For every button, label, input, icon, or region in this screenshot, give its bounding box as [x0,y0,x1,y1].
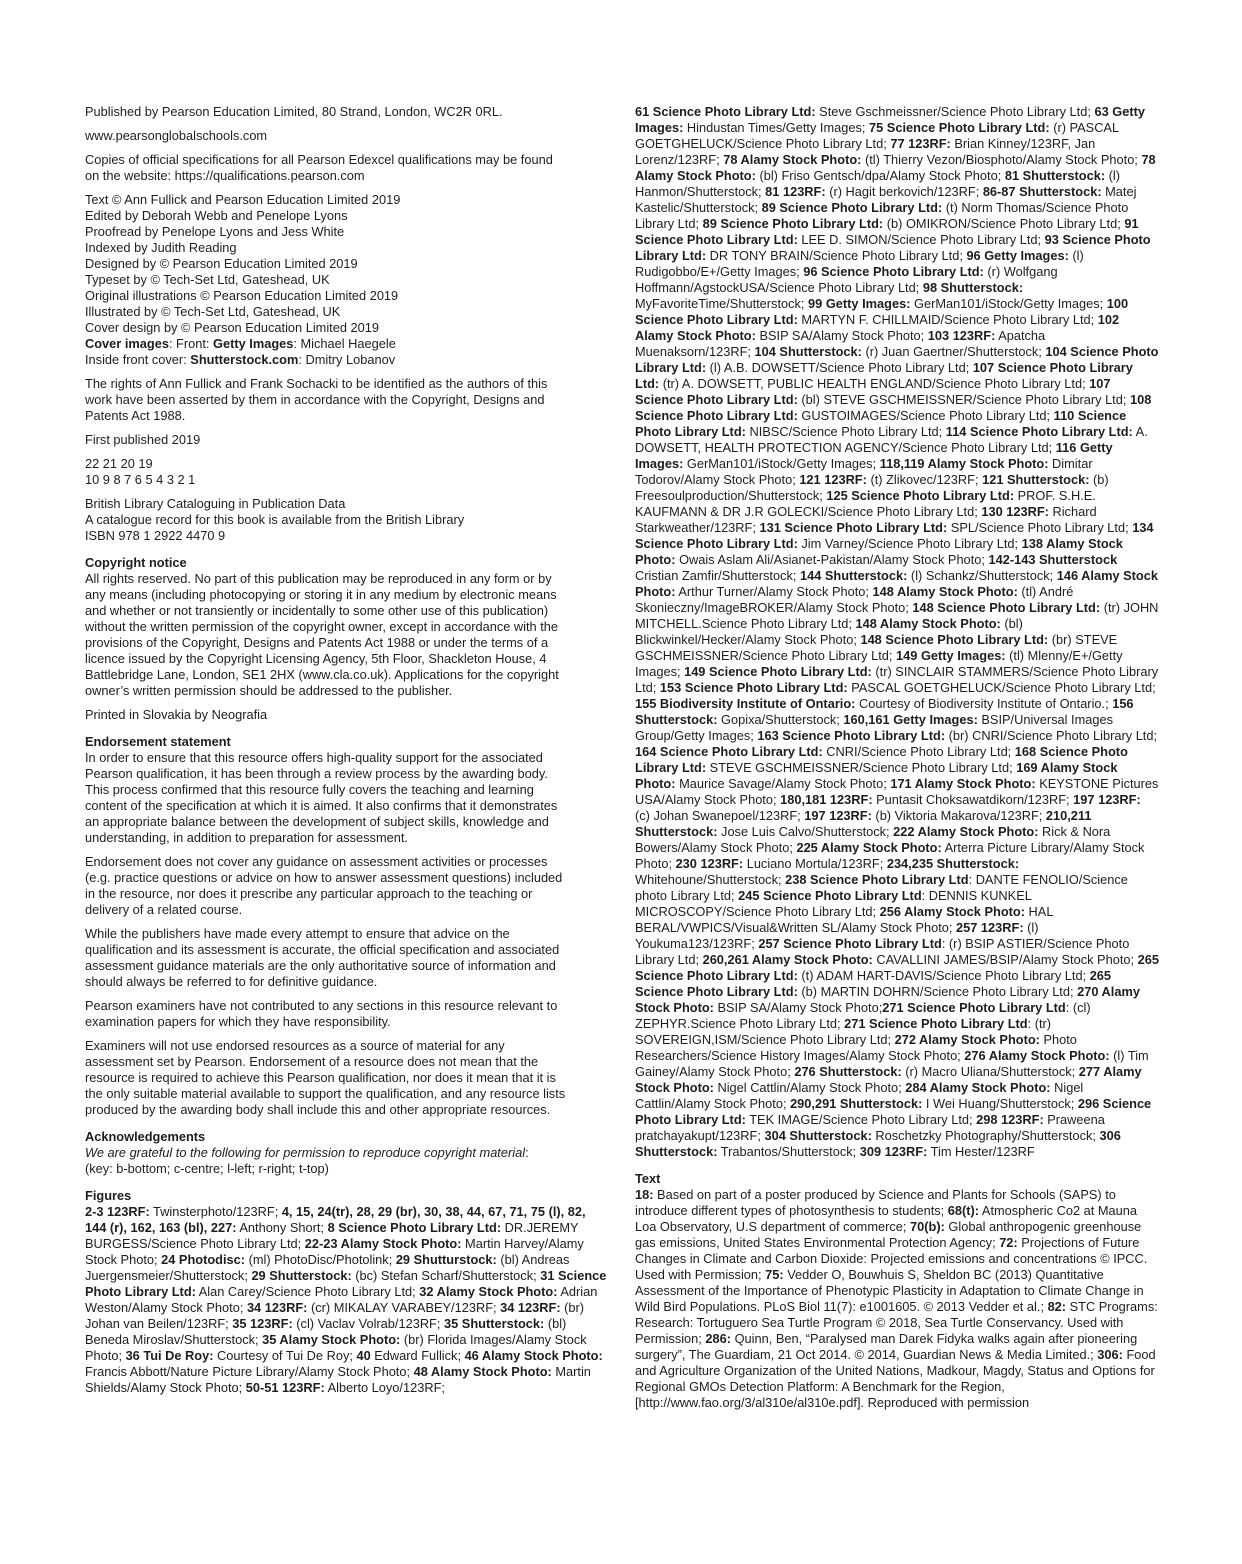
credit-entry: 103 123RF: Apatcha Muenaksorn/123RF; [635,328,1046,359]
credit-entry: 271 Science Photo Library Ltd: (cl) ZEPHYR.Science Photo Library Ltd; [635,1000,1091,1031]
credit-entry: 22-23 Alamy Stock Photo: Martin Harvey/Alamy Stock Photo; [85,1236,584,1267]
endorsement-paragraph: Pearson examiners have not contributed to any sections in this resource relevant to examination papers for which they have responsibility. [85,998,558,1029]
credit-entry: 110 Science Photo Library Ltd: NIBSC/Science Photo Library Ltd; [635,408,1127,439]
credit-entry: 8 Science Photo Library Ltd: DR.JEREMY BURGESS/Science Photo Library Ltd; [85,1220,579,1251]
credit-entry: 148 Science Photo Library Ltd: (tr) JOHN MITCHELL.Science Photo Library Ltd; [635,600,1159,631]
credit-entry: 296 Science Photo Library Ltd: TEK IMAGE/Science Photo Library Ltd; [635,1096,1152,1127]
credit-entry: 304 Shutterstock: Roschetzky Photography/Shutterstock; [764,1128,1100,1143]
credit-entry: 306: Food and Agriculture Organization of the United Nations, Madkour, Magdy, Status and Options for Regional GMOs Detection Platform: A Benchmark for the Region, [http://www.fao.org/3/al310e/al310e.pdf]. Reproduced with permission [635,1347,1156,1410]
credit-entry: 142-143 Shutterstock Cristian Zamfir/Shutterstock; [635,552,1118,583]
copyright-heading: Copyright notice [85,555,187,570]
credit-entry: 290,291 Shutterstock: I Wei Huang/Shutterstock; [790,1096,1078,1111]
author-rights: The rights of Ann Fullick and Frank Sochacki to be identified as the authors of this work have been asserted by them in accordance with the Copyright, Designs and Patents Act 1988. [85,376,548,423]
credit-line: Proofread by Penelope Lyons and Jess White [85,224,345,239]
endorsement-heading: Endorsement statement [85,734,231,749]
credit-entry: 68(t): Atmospheric Co2 at Mauna Loa Observatory, U.S department of commerce; [635,1203,1137,1234]
credit-entry: 149 Science Photo Library Ltd: (tr) SINCLAIR STAMMERS/Science Photo Library Ltd; [635,664,1159,695]
website-link[interactable]: www.pearsonglobalschools.com [85,128,268,143]
credit-entry: 130 123RF: Richard Starkweather/123RF; [635,504,1097,535]
credit-entry: 222 Alamy Stock Photo: Rick & Nora Bowers/Alamy Stock Photo; [635,824,1111,855]
credit-entry: 75 Science Photo Library Ltd: (r) PASCAL GOETGHELUCK/Science Photo Library Ltd; [635,120,1119,151]
credit-entry: 298 123RF: Praweena pratchayakupt/123RF; [635,1112,1105,1143]
credit-entry: 29 Shutturstock: (bl) Andreas Juergensmeier/Shutterstock; [85,1252,570,1283]
credit-entry: 4, 15, 24(tr), 28, 29 (br), 30, 38, 44, 67, 71, 75 (l), 82, 144 (r), 162, 163 (bl), 227: Anthony Short; [85,1204,586,1235]
credit-entry: 121 123RF: (t) Zlikovec/123RF; [799,472,983,487]
printed-in: Printed in Slovakia by Neografia [85,707,268,722]
credit-entry: 160,161 Getty Images: BSIP/Universal Images Group/Getty Images; [635,712,1113,743]
credit-entry: 91 Science Photo Library Ltd: LEE D. SIMON/Science Photo Library Ltd; [635,216,1139,247]
credit-entry: 245 Science Photo Library Ltd: DENNIS KUNKEL MICROSCOPY/Science Photo Library Ltd; [635,888,1032,919]
credit-entry: 171 Alamy Stock Photo: KEYSTONE Pictures USA/Alamy Stock Photo; [635,776,1159,807]
right-column [635,104,1159,1411]
credit-entry: 125 Science Photo Library Ltd: PROF. S.H.E. KAUFMANN & DR J.R GOLECKI/Science Photo Library Ltd; [635,488,1096,519]
credit-entry: 257 123RF: (l) Youkuma123/123RF; [635,920,1039,951]
credit-entry: 89 Science Photo Library Ltd: (t) Norm Thomas/Science Photo Library Ltd; [635,200,1129,231]
credit-entry: 35 Shutterstock: (bl) Beneda Miroslav/Shutterstock; [85,1316,567,1347]
credit-entry: 155 Biodiversity Institute of Ontario: Courtesy of Biodiversity Institute of Ontario.; [635,696,1113,711]
credit-entry: 78 Alamy Stock Photo: (bl) Friso Gentsch/dpa/Alamy Stock Photo; [635,152,1156,183]
credit-entry: 163 Science Photo Library Ltd: (br) CNRI/Science Photo Library Ltd; [757,728,1158,743]
credit-entry: 32 Alamy Stock Photo: Adrian Weston/Alamy Stock Photo; [85,1284,598,1315]
credit-entry: 169 Alamy Stock Photo: Maurice Savage/Alamy Stock Photo; [635,760,1118,791]
endorsement-paragraph: In order to ensure that this resource offers high-quality support for the associated Pearson qualification, it has been through a review process by the awarding body. This process confirmed that this resource fully covers the teaching and learning content of the specification at which it is aimed. It also confirms that it demonstrates an appropriate balance between the development of subject skills, knowledge and understanding, in addition to preparation for assessment. [85,750,558,845]
credit-line: Original illustrations © Pearson Education Limited 2019 [85,288,399,303]
credit-entry: 46 Alamy Stock Photo: Francis Abbott/Nature Picture Library/Alamy Stock Photo; [85,1348,603,1379]
credit-entry: 107 Science Photo Library Ltd: (bl) STEVE GSCHMEISSNER/Science Photo Library Ltd; [635,376,1130,407]
figures-heading: Figures [85,1188,132,1203]
credit-entry: 180,181 123RF: Puntasit Choksawatdikorn/123RF; [780,792,1074,807]
credit-entry: 164 Science Photo Library Ltd: CNRI/Science Photo Library Ltd; [635,744,1015,759]
credit-entry: 104 Shutterstock: (r) Juan Gaertner/Shutterstock; [754,344,1046,359]
credit-entry: 265 Science Photo Library Ltd: (b) MARTIN DOHRN/Science Photo Library Ltd; [635,968,1112,999]
credit-entry: 144 Shutterstock: (l) Schankz/Shutterstock; [799,568,1057,583]
left-column [85,104,607,1396]
credit-entry: 225 Alamy Stock Photo: Arterra Picture Library/Alamy Stock Photo; [635,840,1145,871]
credit-entry: 121 Shutterstock: (b) Freesoulproduction/Shutterstock; [635,472,1109,503]
credit-entry: 272 Alamy Stock Photo: Photo Researchers/Science History Images/Alamy Stock Photo; [635,1032,1077,1063]
credit-line: Edited by Deborah Webb and Penelope Lyons [85,208,348,223]
acknowledgements-heading: Acknowledgements [85,1129,206,1144]
credit-entry: 2-3 123RF: Twinsterphoto/123RF; [85,1204,282,1219]
credit-entry: 116 Getty Images: GerMan101/iStock/Getty Images; [635,440,1113,471]
credit-entry: 61 Science Photo Library Ltd: Steve Gschmeissner/Science Photo Library Ltd; [635,104,1095,119]
credit-entry: 72: Projections of Future Changes in Climate and Carbon Dioxide: Projected emissions and concentrations © IPCC. Used with Permission; [635,1235,1148,1282]
first-published: First published 2019 [85,432,201,447]
credit-entry: 99 Getty Images: GerMan101/iStock/Getty Images; [808,296,1107,311]
cataloguing-data: British Library Cataloguing in Publication Data A catalogue record for this book is available from the British Library ISBN 978 1 2922 4470 9 [85,496,607,544]
credit-entry: 77 123RF: Brian Kinney/123RF, Jan Lorenz/123RF; [635,136,1096,167]
figure-credits-right [635,104,1159,1160]
credit-entry: 118,119 Alamy Stock Photo: Dimitar Todorov/Alamy Stock Photo; [635,456,1093,487]
print-line: 22 21 20 19 10 9 8 7 6 5 4 3 2 1 [85,456,196,487]
credit-entry: 238 Science Photo Library Ltd: DANTE FENOLIO/Science photo Library Ltd; [635,872,1128,903]
credit-entry: 107 Science Photo Library Ltd: (tr) A. DOWSETT, PUBLIC HEALTH ENGLAND/Science Photo Library Ltd; [635,360,1133,391]
credit-entry: 146 Alamy Stock Photo: Arthur Turner/Alamy Stock Photo; [635,568,1158,599]
credit-line: Designed by © Pearson Education Limited 2019 [85,256,358,271]
credit-entry: 270 Alamy Stock Photo: BSIP SA/Alamy Stock Photo; [635,984,1140,1015]
credit-entry: 96 Science Photo Library Ltd: (r) Wolfgang Hoffmann/AgstockUSA/Science Photo Library Ltd; [635,264,1058,295]
cover-images-line: Cover images: Front: Getty Images: Michael Haegele [85,336,396,351]
credit-entry: 96 Getty Images: (l) Rudigobbo/E+/Getty Images; [635,248,1084,279]
credit-entry: 89 Science Photo Library Ltd: (b) OMIKRON/Science Photo Library Ltd; [702,216,1125,231]
endorsement-paragraph: While the publishers have made every attempt to ensure that advice on the qualification and its assessment is accurate, the official specification and associated assessment guidance materials are the only authoritative source of information and should always be referred to for definitive guidance. [85,926,560,989]
text-credits [635,1187,1159,1411]
credit-entry: 34 123RF: (cr) MIKALAY VARABEY/123RF; [246,1300,501,1315]
credit-entry: 148 Alamy Stock Photo: (tl) André Skonieczny/ImageBROKER/Alamy Stock Photo; [635,584,1074,615]
credit-entry: 284 Alamy Stock Photo: Nigel Cattlin/Alamy Stock Photo; [635,1080,1084,1111]
credit-entry: 31 Science Photo Library Ltd: Alan Carey/Science Photo Library Ltd; [85,1268,607,1299]
credit-entry: 257 Science Photo Library Ltd: (r) BSIP ASTIER/Science Photo Library Ltd; [635,936,1130,967]
figure-credits-left [85,1204,607,1396]
credit-entry: 286: Quinn, Ben, “Paralysed man Darek Fidyka walks again after pioneering surgery”, The Guardiam, 21 Oct 2014. © 2014, Guardian News & Media Limited.; [635,1331,1138,1362]
credit-entry: 131 Science Photo Library Ltd: SPL/Science Photo Library Ltd; [759,520,1133,535]
credit-entry: 276 Shutterstock: (r) Macro Uliana/Shutterstock; [794,1064,1079,1079]
credit-entry: 82: STC Programs: Research: Tortuguero Sea Turtle Program © 2018, Sea Turtle Conservancy. Used with Permission; [635,1299,1158,1346]
endorsement-paragraph: Examiners will not use endorsed resources as a source of material for any assessment set by Pearson. Endorsement of a resource does not mean that the resource is required to achieve this Pearson qualification, nor does it mean that it is the only suitable material available to support the qualification, and any resource lists produced by the awarding body shall include this and other appropriate resources. [85,1038,566,1117]
credit-entry: 114 Science Photo Library Ltd: A. DOWSETT, HEALTH PROTECTION AGENCY/Science Photo Library Ltd; [635,424,1148,455]
credit-entry: 230 123RF: Luciano Mortula/123RF; [675,856,887,871]
credit-entry: 98 Shutterstock: MyFavoriteTime/Shutterstock; [635,280,1024,311]
credit-entry: 48 Alamy Stock Photo: Martin Shields/Alamy Stock Photo; [85,1364,591,1395]
endorsement-paragraph: Endorsement does not cover any guidance on assessment activities or processes (e.g. practice questions or advice on how to answer assessment questions) included in the resource, nor does it prescribe any particular approach to the teaching or delivery of a related course. [85,854,563,917]
credit-entry: 276 Alamy Stock Photo: (l) Tim Gainey/Alamy Stock Photo; [635,1048,1149,1079]
credit-line: Typeset by © Tech-Set Ltd, Gateshead, UK [85,272,330,287]
copyright-notice: All rights reserved. No part of this publication may be reproduced in any form or by any means (including photocopying or storing it in any medium by electronic means and whether or not transiently or incidentally to some other use of this publication) without the written permission of the copyright owner, except in accordance with the provisions of the Copyright, Designs and Patents Act 1988 or under the terms of a licence issued by the Copyright Licensing Agency, 5th Floor, Shackleton House, 4 Battlebridge Lane, London, SE1 2HX (www.cla.co.uk). Applications for the copyright owner’s written permission should be addressed to the publisher. [85,571,559,698]
credit-line: Indexed by Judith Reading [85,240,237,255]
text-heading: Text [635,1171,661,1186]
credit-line: Cover design by © Pearson Education Limited 2019 [85,320,379,335]
credit-entry: 70(b): Global anthropogenic greenhouse gas emissions, United States Environmental Protection Agency; [635,1219,1142,1250]
credit-entry: 75: Vedder O, Bouwhuis S, Sheldon BC (2013) Quantitative Assessment of the Importance of Phenotypic Plasticity in Adaptation to Climate Change in Wild Bird Populations. PLoS Biol 11(7): e1001605. © 2013 Vedder et al.; [635,1267,1144,1314]
credit-line: Illustrated by © Tech-Set Ltd, Gateshead, UK [85,304,341,319]
credit-entry: 100 Science Photo Library Ltd: MARTYN F. CHILLMAID/Science Photo Library Ltd; [635,296,1129,327]
credit-entry: 197 123RF: (c) Johan Swanepoel/123RF; [635,792,1141,823]
credit-entry: 34 123RF: (br) Johan van Beilen/123RF; [85,1300,585,1331]
credit-entry: 271 Science Photo Library Ltd: (tr) SOVEREIGN,ISM/Science Photo Library Ltd; [635,1016,1052,1047]
credit-entry: 18: Based on part of a poster produced by Science and Plants for Schools (SAPS) to introduce different types of photosynthesis to students; [635,1187,1116,1218]
credit-entry: 93 Science Photo Library Ltd: DR TONY BRAIN/Science Photo Library Ltd; [635,232,1151,263]
credit-entry: 35 123RF: (cl) Vaclav Volrab/123RF; [232,1316,444,1331]
credit-entry: 50-51 123RF: Alberto Loyo/123RF; [245,1380,445,1395]
credit-entry: 210,211 Shutterstock: Jose Luis Calvo/Shutterstock; [635,808,1092,839]
credit-entry: 168 Science Photo Library Ltd: STEVE GSCHMEISSNER/Science Photo Library Ltd; [635,744,1128,775]
credit-entry: 156 Shutterstock: Gopixa/Shutterstock; [635,696,1134,727]
credit-entry: 29 Shutterstock: (bc) Stefan Scharf/Shutterstock; [251,1268,541,1283]
inside-cover-line: Inside front cover: Shutterstock.com: Dmitry Lobanov [85,352,396,367]
credit-entry: 35 Alamy Stock Photo: (br) Florida Images/Alamy Stock Photo; [85,1332,587,1363]
credit-entry: 102 Alamy Stock Photo: BSIP SA/Alamy Stock Photo; [635,312,1120,343]
specs-notice: Copies of official specifications for all Pearson Edexcel qualifications may be found on the website: https://qualifications.pearson.com [85,152,553,183]
credit-entry: 134 Science Photo Library Ltd: Jim Varney/Science Photo Library Ltd; [635,520,1154,551]
credit-entry: 149 Getty Images: (tl) Mlenny/E+/Getty Images; [635,648,1123,679]
publisher-line: Published by Pearson Education Limited, 80 Strand, London, WC2R 0RL. [85,104,503,119]
production-credits [85,192,607,368]
credit-entry: 108 Science Photo Library Ltd: GUSTOIMAGES/Science Photo Library Ltd; [635,392,1152,423]
acknowledgements-intro: We are grateful to the following for permission to reproduce copyright material: (key: b-bottom; c-centre; l-left; r-right; t-top) [85,1145,607,1177]
credit-line: Text © Ann Fullick and Pearson Education Limited 2019 [85,192,401,207]
credit-entry: 81 Shutterstock: (l) Hanmon/Shutterstock; [635,168,1121,199]
credit-entry: 256 Alamy Stock Photo: HAL BERAL/VWPICS/Visual&Written SL/Alamy Stock Photo; [635,904,1053,935]
credit-entry: 234,235 Shutterstock: Whitehoune/Shutterstock; [635,856,1020,887]
credit-entry: 24 Photodisc: (ml) PhotoDisc/Photolink; [161,1252,396,1267]
position-key: (key: b-bottom; c-centre; l-left; r-right; t-top) [85,1161,329,1176]
credit-entry: 260,261 Alamy Stock Photo: CAVALLINI JAMES/BSIP/Alamy Stock Photo; [702,952,1138,967]
credit-entry: 36 Tui De Roy: Courtesy of Tui De Roy; [125,1348,357,1363]
credit-entry: 86-87 Shutterstock: Matej Kastelic/Shutterstock; [635,184,1137,215]
credit-entry: 265 Science Photo Library Ltd: (t) ADAM HART-DAVIS/Science Photo Library Ltd; [635,952,1159,983]
credit-entry: 197 123RF: (b) Viktoria Makarova/123RF; [804,808,1046,823]
credit-entry: 148 Alamy Stock Photo: (bl) Blickwinkel/Hecker/Alamy Stock Photo; [635,616,1023,647]
credit-entry: 277 Alamy Stock Photo: Nigel Cattlin/Alamy Stock Photo; [635,1064,1142,1095]
credit-entry: 153 Science Photo Library Ltd: PASCAL GOETGHELUCK/Science Photo Library Ltd; [659,680,1156,695]
credit-entry: 81 123RF: (r) Hagit berkovich/123RF; [765,184,983,199]
credit-entry: 104 Science Photo Library Ltd: (l) A.B. DOWSETT/Science Photo Library Ltd; [635,344,1159,375]
credit-entry: 40 Edward Fullick; [356,1348,465,1363]
isbn: ISBN 978 1 2922 4470 9 [85,528,226,543]
credit-entry: 309 123RF: Tim Hester/123RF [859,1144,1035,1159]
credit-entry: 138 Alamy Stock Photo: Owais Aslam Ali/Asianet-Pakistan/Alamy Stock Photo; [635,536,1123,567]
credit-entry: 148 Science Photo Library Ltd: (br) STEVE GSCHMEISSNER/Science Photo Library Ltd; [635,632,1118,663]
credit-entry: 78 Alamy Stock Photo: (tl) Thierry Vezon/Biosphoto/Alamy Stock Photo; [723,152,1142,167]
credit-entry: 63 Getty Images: Hindustan Times/Getty Images; [635,104,1145,135]
credit-entry: 306 Shutterstock: Trabantos/Shutterstock; [635,1128,1121,1159]
